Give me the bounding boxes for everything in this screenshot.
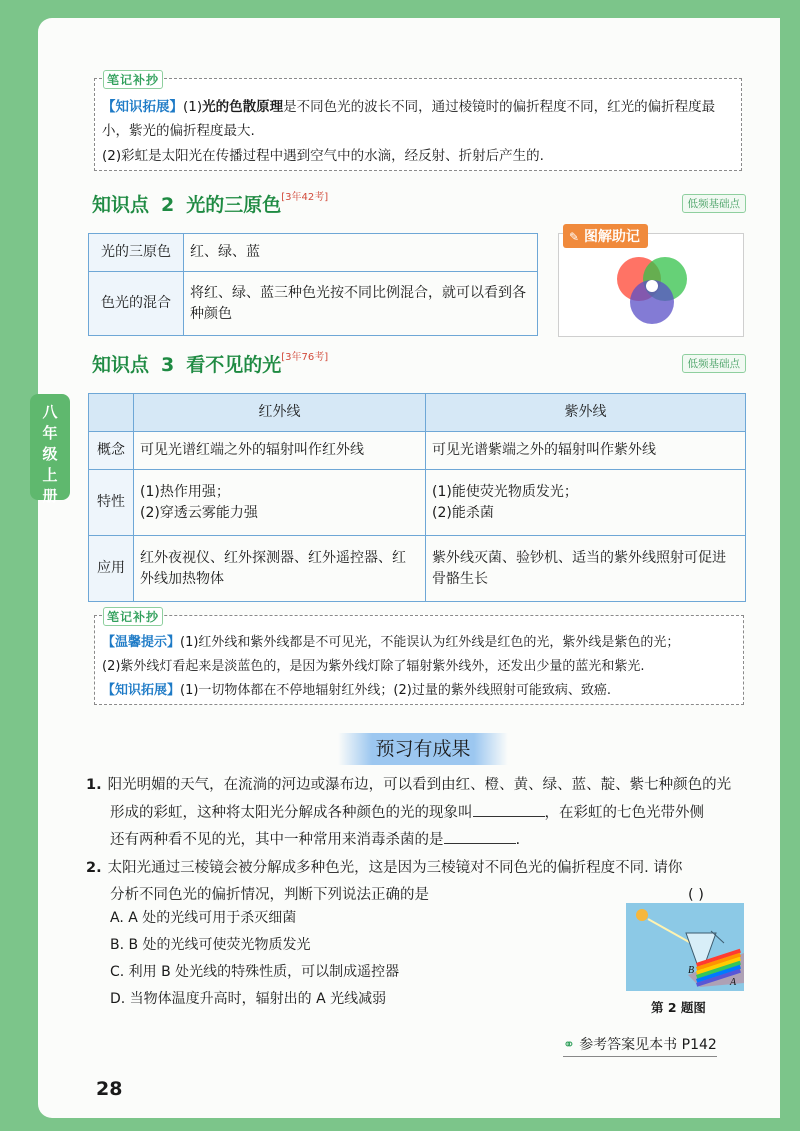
dispersion-term: 光的色散原理: [202, 99, 284, 115]
figure-caption: 第 2 题图: [651, 1000, 706, 1015]
q2-line1: 2. 太阳光通过三棱镜会被分解成多种色光，这是因为三棱镜对不同色光的偏折程度不同. 请你: [86, 860, 683, 876]
answer-paren[interactable]: ( ): [688, 887, 704, 903]
kp2-heading: 知识点 2 光的三原色[3年42考]: [92, 192, 329, 216]
prism-illustration: [626, 903, 744, 991]
section-title: 预习有成果: [338, 733, 508, 765]
answer-reference[interactable]: ⚭ 参考答案见本书 P142: [563, 1034, 717, 1057]
prism-figure: [626, 903, 744, 991]
note1-line2: 小，紫光的偏折程度最大.: [102, 123, 255, 139]
option-d[interactable]: D. 当物体温度升高时，辐射出的 A 光线减弱: [110, 991, 387, 1007]
note2-tip1: 【温馨提示】(1)红外线和紫外线都是不可见光，不能误认为红外线是红色的光，紫外线是紫色的光；: [102, 635, 680, 650]
table-header-row: 红外线 紫外线: [89, 394, 746, 432]
note-tag: 笔记补抄: [103, 70, 163, 89]
answer-blank[interactable]: [444, 830, 516, 844]
kp3-table: [88, 393, 746, 602]
table-row: 特性 (1)热作用强； (2)穿透云雾能力强 (1)能使荧光物质发光； (2)能杀菌: [89, 470, 746, 536]
knowledge-ext-tag: 【知识拓展】: [102, 99, 183, 115]
freq-badge: 低频基础点: [682, 354, 747, 373]
option-a[interactable]: A. A 处的光线可用于杀灭细菌: [110, 910, 297, 926]
q1-line3: 还有两种看不见的光，其中一种常用来消毒杀菌的是 .: [110, 832, 521, 848]
rgb-mix-diagram: [559, 234, 745, 338]
note-tag: 笔记补抄: [103, 607, 163, 626]
mnemonic-box: [558, 229, 744, 337]
table-row: 色光的混合 将红、绿、蓝三种色光按不同比例混合，就可以看到各种颜色: [89, 272, 538, 336]
kp3-heading: 知识点 3 看不见的光[3年76考]: [92, 352, 329, 376]
option-b[interactable]: B. B 处的光线可使荧光物质发光: [110, 937, 311, 953]
note1-line3: (2)彩虹是太阳光在传播过程中遇到空气中的水滴，经反射、折射后产生的.: [102, 148, 544, 164]
grade-side-tab: 八年级上册: [30, 394, 70, 500]
kp2-table: [88, 233, 538, 336]
note2-tip2: (2)紫外线灯看起来是淡蓝色的，是因为紫外线灯除了辐射紫外线外，还发出少量的蓝光和紫光.: [102, 659, 645, 674]
q1-line2: 形成的彩虹，这种将太阳光分解成各种颜色的光的现象叫 ，在彩虹的七色光带外侧: [110, 805, 704, 821]
table-row: 光的三原色 红、绿、蓝: [89, 234, 538, 272]
note1-line1: 【知识拓展】(1)光的色散原理是不同色光的波长不同，通过棱镜时的偏折程度不同，红光的偏折程度最: [102, 99, 716, 115]
table-row: 概念 可见光谱红端之外的辐射叫作红外线 可见光谱紫端之外的辐射叫作紫外线: [89, 432, 746, 470]
option-c[interactable]: C. 利用 B 处光线的特殊性质，可以制成遥控器: [110, 964, 400, 980]
note2-ext: 【知识拓展】(1)一切物体都在不停地辐射红外线；(2)过量的紫外线照射可能致病、致癌.: [102, 683, 611, 698]
answer-blank[interactable]: [473, 803, 545, 817]
q2-line2: 分析不同色光的偏折情况，判断下列说法正确的是: [110, 887, 429, 903]
fig-label-b: B: [688, 965, 695, 976]
link-icon: ⚭: [563, 1037, 575, 1053]
freq-badge: 低频基础点: [682, 194, 747, 213]
table-row: 应用 红外夜视仪、红外探测器、红外遥控器、红外线加热物体 紫外线灭菌、验钞机、适当的紫外线照射可促进骨骼生长: [89, 536, 746, 602]
mnemonic-title: ✎ 图解助记: [563, 224, 648, 248]
fig-label-a: A: [730, 977, 737, 988]
pencil-icon: ✎: [569, 230, 580, 244]
q1-line1: 1. 阳光明媚的天气，在流淌的河边或瀑布边，可以看到由红、橙、黄、绿、蓝、靛、紫七种颜色的光: [86, 777, 732, 793]
page-number: 28: [96, 1078, 123, 1100]
